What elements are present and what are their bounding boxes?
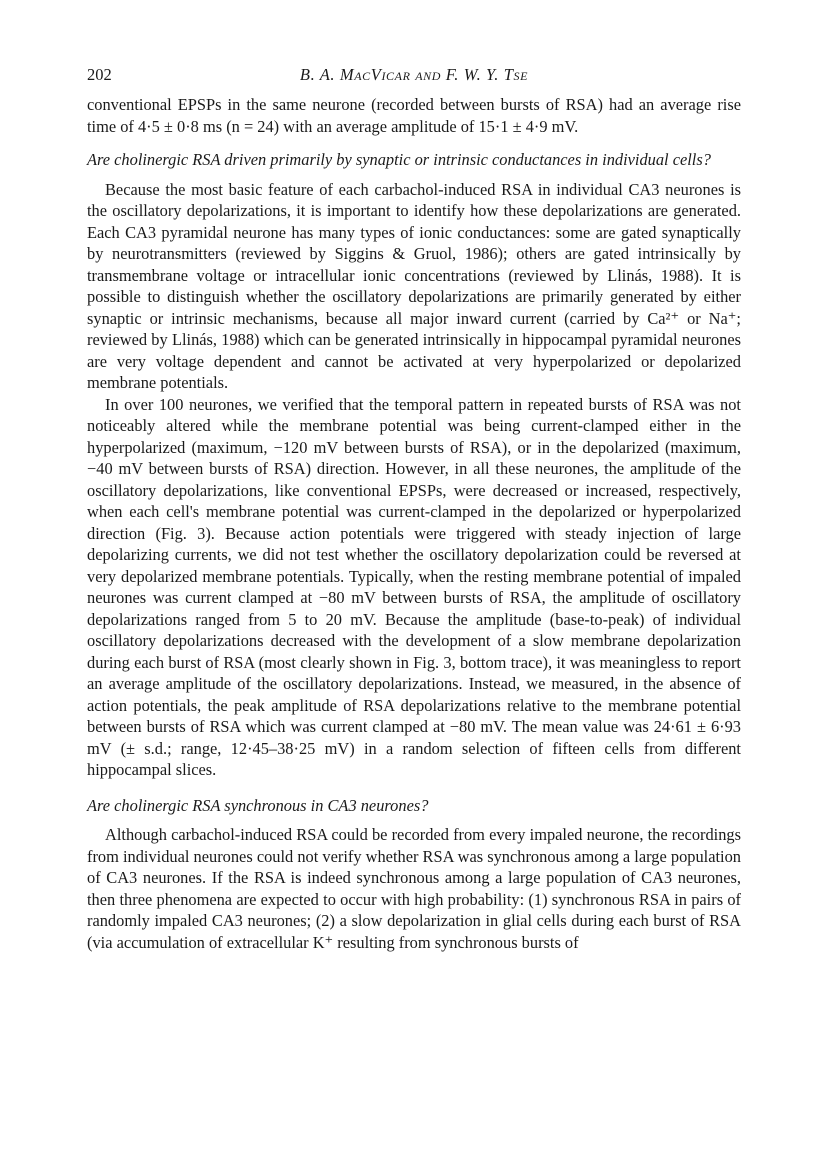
section-heading-synchronous: Are cholinergic RSA synchronous in CA3 neurones?: [87, 795, 429, 815]
page-number: 202: [87, 65, 112, 84]
section-heading-synaptic-intrinsic: Are cholinergic RSA driven primarily by synaptic or intrinsic conductances in individual cells?: [87, 150, 711, 169]
body-paragraph-continued: conventional EPSPs in the same neurone (recorded between bursts of RSA) had an average rise time of 4·5 ± 0·8 ms (n = 24) with an average amplitude of 15·1 ± 4·9 mV.: [87, 95, 741, 136]
body-paragraph: Because the most basic feature of each carbachol-induced RSA in individual CA3 neurones is the oscillatory depolarizations, it is important to identify how these depolarizations are generated. Each CA3 pyramidal neurone has many types of ionic conductances: some are gated synaptically by neurotransmitters (reviewed by Siggins & Gruol, 1986); others are gated intrinsically by transmembrane voltage or intracellular ionic concentrations (reviewed by Llinás, 1988). It is possible to distinguish whether the oscillatory depolarizations are primarily generated by either synaptic or intrinsic mechanisms, because all major inward current (carried by Ca²⁺ or Na⁺; reviewed by Llinás, 1988) which can be generated intrinsically in hippocampal pyramidal neurones are very voltage dependent and cannot be activated at very hyperpolarized or depolarized membrane potentials.: [87, 179, 741, 392]
running-head: [87, 62, 741, 88]
journal-page: [87, 62, 741, 953]
running-head-authors: B. A. MacVicar and F. W. Y. Tse: [299, 65, 529, 84]
body-paragraph: Although carbachol-induced RSA could be recorded from every impaled neurone, the recordings from individual neurones could not verify whether RSA was synchronous among a large population of CA3 neurones. If the RSA is indeed synchronous among a large population of CA3 neurones, then three phenomena are expected to occur with high probability: (1) synchronous RSA in pairs of randomly impaled CA3 neurones; (2) a slow depolarization in glial cells during each burst of RSA (via accumulation of extracellular K⁺ resulting from synchronous bursts of: [87, 825, 741, 952]
body-paragraph: In over 100 neurones, we verified that the temporal pattern in repeated bursts of RSA was not noticeably altered while the membrane potential was being current-clamped either in the hyperpolarized (maximum, −120 mV between bursts of RSA), or in the depolarized (maximum, −40 mV between bursts of RSA) direction. However, in all these neurones, the amplitude of the oscillatory depolarizations, like conventional EPSPs, were decreased or increased, respectively, when each cell's membrane potential was current-clamped in the depolarized or hyperpolarized direction (Fig. 3). Because action potentials were triggered with steady injection of large depolarizing currents, we did not test whether the oscillatory depolarization could be reversed at very depolarized membrane potentials. Typically, when the resting membrane potential of impaled neurones was current clamped at −80 mV between bursts of RSA, the amplitude of oscillatory depolarizations ranged from 5 to 20 mV. Because the amplitude (base-to-peak) of individual oscillatory depolarizations decreased with the development of a slow membrane depolarization during each burst of RSA (most clearly shown in Fig. 3, bottom trace), it was meaningless to report an average amplitude of the oscillatory depolarizations. Instead, we measured, in the absence of action potentials, the peak amplitude of RSA depolarizations relative to the membrane potential between bursts of RSA which was current clamped at −80 mV. The mean value was 24·61 ± 6·93 mV (± s.d.; range, 12·45–38·25 mV) in a random selection of fifteen cells from different hippocampal slices.: [87, 394, 741, 779]
